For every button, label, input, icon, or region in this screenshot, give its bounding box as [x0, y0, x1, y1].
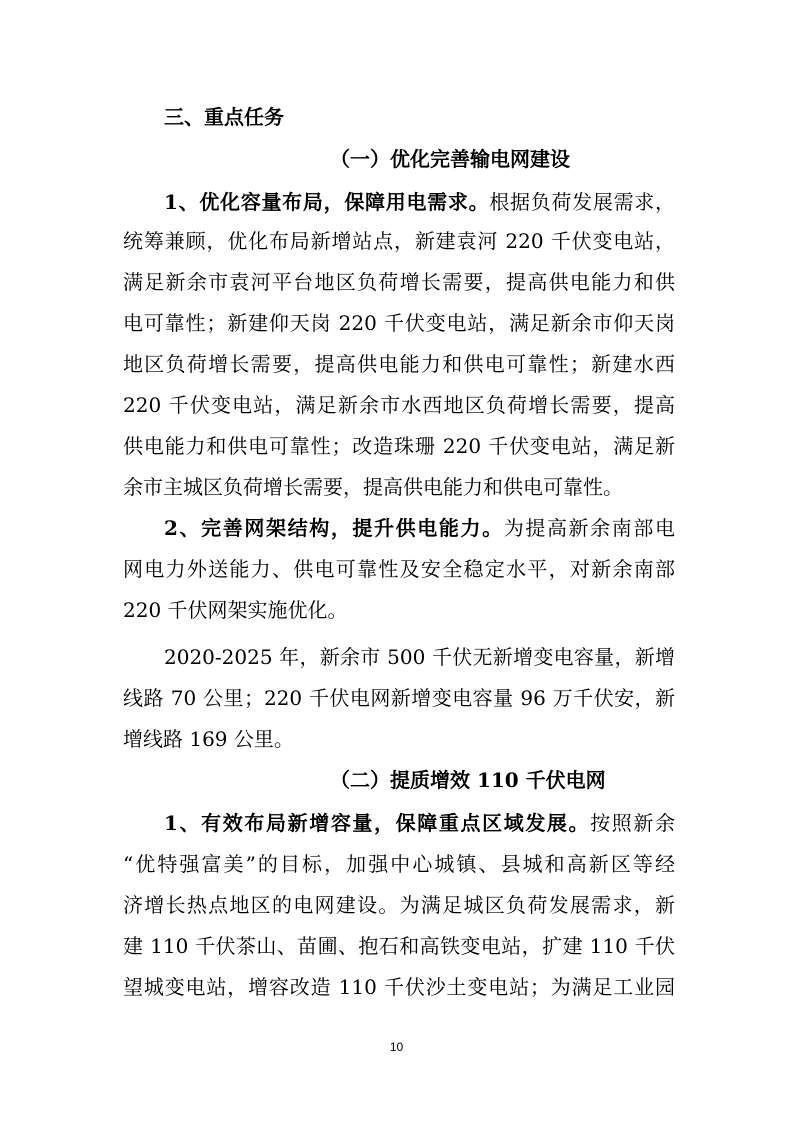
paragraph-3-line: 增线路 169 公里。: [123, 727, 294, 751]
paragraph-2-first-rest: 为提高新余南部电: [503, 516, 676, 540]
section-title: 三、重点任务: [164, 105, 284, 129]
paragraph-1-lead: 1、优化容量布局，保障用电需求。: [164, 190, 490, 214]
paragraph-2-line: 220 千伏网架实施优化。: [123, 598, 348, 622]
paragraph-1-line: 地区负荷增长需要，提高供电能力和供电可靠性；新建水西: [123, 352, 675, 376]
page-number: 10: [389, 1040, 404, 1054]
paragraph-4-line: 望城变电站，增容改造 110 千伏沙土变电站；为满足工业园: [123, 975, 675, 999]
subsection-heading-2: （二）提质增效 110 千伏电网: [330, 768, 606, 792]
paragraph-4-line-1: [164, 805, 675, 841]
paragraph-1-line-1: [164, 184, 675, 220]
paragraph-1-line: 统筹兼顾，优化布局新增站点，新建袁河 220 千伏变电站，: [123, 229, 675, 253]
paragraph-1-line: 满足新余市袁河平台地区负荷增长需要，提高供电能力和供: [123, 270, 675, 294]
paragraph-3-line: 线路 70 公里；220 千伏电网新增变电容量 96 万千伏安，新: [123, 686, 675, 710]
paragraph-2-lead: 2、完善网架结构，提升供电能力。: [164, 516, 504, 540]
paragraph-4-first-rest: 按照新余: [590, 811, 676, 835]
paragraph-1-line: 供电能力和供电可靠性；改造珠珊 220 千伏变电站，满足新: [123, 434, 675, 458]
paragraph-2-line-1: [164, 510, 675, 546]
paragraph-2-line: 网电力外送能力、供电可靠性及安全稳定水平，对新余南部: [123, 557, 675, 581]
paragraph-4-lead: 1、有效布局新增容量，保障重点区域发展。: [164, 811, 591, 835]
paragraph-1-line: 余市主城区负荷增长需要，提高供电能力和供电可靠性。: [123, 475, 623, 499]
paragraph-4-line: 建 110 千伏茶山、苗圃、抱石和高铁变电站，扩建 110 千伏: [123, 934, 675, 958]
paragraph-4-line: 济增长热点地区的电网建设。为满足城区负荷发展需求，新: [123, 893, 675, 917]
paragraph-1-line: 电可靠性；新建仰天岗 220 千伏变电站，满足新余市仰天岗: [123, 311, 675, 335]
paragraph-3-line: 2020-2025 年，新余市 500 千伏无新增变电容量，新增: [164, 645, 675, 669]
paragraph-1-first-rest: 根据负荷发展需求，: [489, 190, 676, 214]
paragraph-1-line: 220 千伏变电站，满足新余市水西地区负荷增长需要，提高: [123, 393, 675, 417]
paragraph-4-line: “优特强富美”的目标，加强中心城镇、县城和高新区等经: [123, 852, 675, 876]
subsection-heading-1: （一）优化完善输电网建设: [330, 147, 570, 171]
